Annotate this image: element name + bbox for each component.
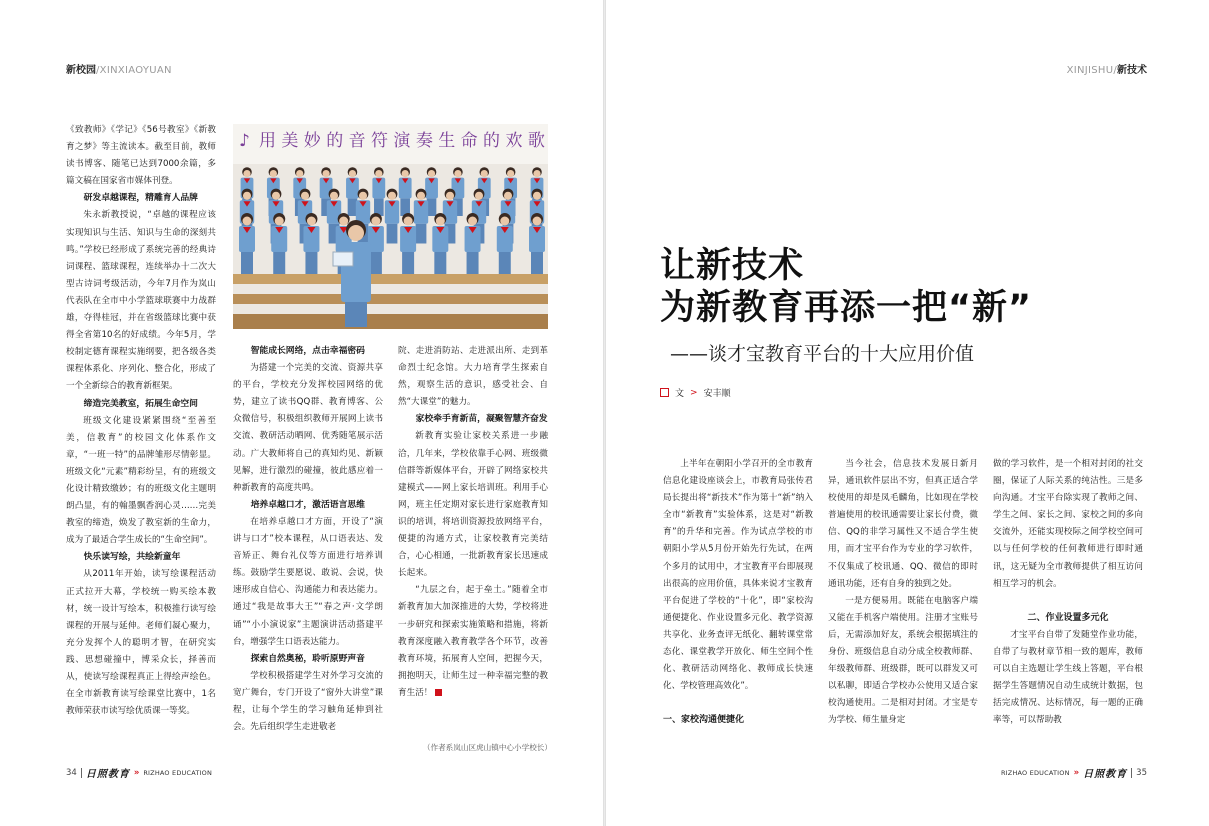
text-column-3 [398,343,548,702]
paragraph [233,360,383,497]
footer-divider [81,768,82,778]
photo-caption: （作者系岚山区虎山镇中心小学校长） [422,743,552,752]
section-heading [398,411,548,428]
text: 院、走进消防站、走进派出所、走到革命烈士纪念馆。大力培育学生探索自然，观察生活的意识，感受社会、自然“大课堂”的魅力。 [398,346,548,408]
paragraph [233,668,383,736]
text: 为搭建一个完美的交流、资源共享的平台，学校充分发挥校园网络的优势，建立了读书QQ群、教育博客、公众微信号，积极组织教师开展网上读书交流、教研活动晒网、优秀随笔展示活动。广大教师将自己的真知灼见、新颖见解，进行激烈的碰撞，彼此感应着一种新教育的高度共鸣。 [233,363,383,493]
text: 一、家校沟通便捷化 [663,715,745,726]
header-sep: / [96,65,100,76]
section-heading [663,712,813,729]
text-column-1 [66,122,216,720]
magazine-name-en: RIZHAO EDUCATION [143,768,213,777]
section-heading [66,549,216,566]
magazine-logo: 日照教育 [85,769,130,780]
section-heading [66,190,216,207]
text: 当今社会，信息技术发展日新月异，通讯软件层出不穷，但真正适合学校使用的却是凤毛麟角，比如现在学校普遍使用的校讯通需要让家长付费，微信、QQ的非学习属性又不适合学生使用，而才宝平台作为专业的学习软件，不仅集成了校讯通、QQ、微信的即时通讯功能，还有自身的独到之处。 [828,459,978,589]
left-running-header [66,61,172,76]
text: 从2011年开始，读写绘课程活动正式拉开大幕，学校统一购买绘本教材，统一设计写绘本，积极推行读写绘课程的开展与延伸。老师们凝心聚力，充分发挥个人的聪明才智，在研究实践、思想碰撞中，博采众长，择善而从，使读写绘课程真正上得绘声绘色。在全市新教育读写绘课堂比赛中，1名教师荣获市读写绘优质课一等奖。 [66,569,216,717]
paragraph [398,582,548,702]
text-column-4 [663,456,813,729]
paragraph [398,343,548,411]
text: 一是方便易用。既能在电脑客户端又能在手机客户端使用。注册才宝账号后，无需添加好友，系统会根据填注的身份、班级信息自动分成全校教师群、年级教师群、班级群，既可以群发又可以私聊，即适合学校办公使用又适合家校沟通使用。二是相对封闭。才宝是专为学校、师生量身定 [828,595,978,726]
paragraph [993,627,1143,730]
byline [660,386,731,399]
text: 家校牵手育新苗，凝聚智慧齐奋发 [415,414,548,425]
section-heading [233,497,383,514]
text-column-5 [828,456,978,730]
paragraph-gap [993,593,1143,610]
section-heading [233,343,383,360]
header-sep-right: / [1113,65,1117,76]
magazine-name-en-right: RIZHAO EDUCATION [1000,768,1070,777]
byline-arrow: > [690,387,698,398]
choir-photo-illustration [233,124,548,329]
text: 智能成长网络，点击幸福密码 [250,346,365,356]
header-section-cn-right: 新技术 [1117,65,1147,76]
text: 探索自然奥秘，聆听原野声音 [250,653,365,664]
text: 《致教师》《学记》《56号教室》《新教育之梦》等主流读本。截至目前，教师读书博客、随笔已达到7000余篇，多篇文稿在国家省市媒体刊登。 [66,125,216,187]
right-running-header [1067,61,1147,76]
logo-arrow-icon: » [133,767,140,778]
byline-label: 文 [675,389,685,399]
text: 二、作业设置多元化 [1027,612,1109,623]
section-heading [993,610,1143,627]
text: 班级文化建设紧紧围绕“至善至美，信教育”的校园文化体系作文章，“一班一特”的品牌雏形尽情彰显。班级文化“元素”精彩纷呈，有的班级文化设计精致缴妙；有的班级文化主题明朗凸显，有的翰墨飘香润心灵……完美教室的缔造，焕发了教室新的生命力，成为了最适合学生成长的“生命空间”。 [66,415,216,546]
left-footer [66,765,212,780]
text: 培养卓越口才，激活语言思维 [250,499,365,510]
header-section-cn: 新校园 [66,65,96,76]
photo-banner-text: 用 美 妙 的 音 符 演 奏 生 命 的 欢 歌 [259,131,545,151]
section-heading [66,396,216,413]
page-number-left: 34 [66,767,77,778]
right-footer [1001,765,1147,780]
magazine-logo-right: 日照教育 [1083,769,1128,780]
choir-photo [233,124,548,329]
page-number-right: 35 [1136,767,1147,778]
paragraph [993,456,1143,593]
square-bullet-icon [660,388,669,397]
text: 朱永新教授说，“卓越的课程应该实现知识与生活、知识与生命的深刻共鸣。”学校已经形成了系统完善的经典诗词课程、篮球课程，连续举办十二次大型古诗词考级活动，今年7月作为岚山代表队在全市中小学篮球联赛中力战群雄，夺得桂冠，并在省级篮球比赛中获得全省第10名的好成绩。今年5月，学校制定德育课程实施纲要，把各级各类课程体系化、序列化、整合化，形成了一个全新综合的教育新框架。 [66,210,216,392]
text: “九层之台，起于垒土。”随着全市新教育加大加深推进的大势，学校将进一步研究和探索实施策略和措施，将新教育深度融入教育教学各个环节，改善教育环境，拓展育人空间，把握今天，拥抱明天，让师生过一种幸福完整的教育生活！ [398,585,548,698]
text: 快乐读写绘，共绘新童年 [83,552,181,563]
logo-arrow-icon-right: » [1073,767,1080,778]
paragraph [398,428,548,582]
article-subtitle: ——谈才宝教育平台的十大应用价值 [670,343,975,365]
paragraph [66,566,216,720]
text: 学校积极搭建学生对外学习交流的宽广舞台，专门开设了“窗外大讲堂”课程，让每个学生的学习触角延伸到社会。先后组织学生走进敬老 [233,670,383,733]
article-title-line2: 为新教育再添一把“新” [660,288,1033,328]
footer-divider-right [1131,768,1132,778]
paragraph [233,514,383,651]
paragraph [828,593,978,730]
paragraph [66,122,216,190]
text: 新教育实验让家校关系进一步融洽，几年来，学校依靠手心网、班级微信群等新媒体平台，开辟了网络家校共建模式——网上家长培训班。利用手心网，班主任定期对家长进行家庭教育知识的培训，将培训资源投放网络平台，便捷的沟通方式，让家校教育完美结合，心心相通，一批新教育家长迅速成长起来。 [398,431,548,579]
text: 才宝平台自带了发随堂作业功能，自带了与教材章节相一致的题库，教师可以自主选题让学生线上答题，平台根据学生答题情况自动生成统计数据，包括完成情况、达标情况，每一题的正确率等，可以帮助教 [993,629,1143,726]
header-section-en: XINXIAOYUAN [99,65,172,76]
text: 研发卓越课程，精雕育人品牌 [83,193,198,204]
paragraph [66,207,216,395]
section-heading [233,651,383,668]
paragraph [828,456,978,593]
page-gutter [603,0,606,826]
text-column-6 [993,456,1143,729]
svg-text:♪: ♪ [239,131,250,151]
paragraph-gap [663,695,813,712]
paragraph [66,413,216,550]
paragraph [663,456,813,695]
text-column-2 [233,343,383,736]
article-title-line1: 让新技术 [660,246,805,286]
article-end-mark [435,689,442,696]
byline-author: 安丰顺 [703,389,731,399]
header-section-en-right: XINJISHU [1066,65,1114,76]
text: 上半年在朝阳小学召开的全市教育信息化建设座谈会上，市教育局张传君局长提出将“新技术”作为第十“新”纳入全市“新教育”实验体系，这是对“新教育”的升华和完善。作为试点学校的市朝阳小学从5月份开始先行先试，在两个多月的试用中，才宝教育平台即展现出很高的应用价值，具体来说才宝教育平台促进了学校的“十化”，即“家校沟通便捷化、作业设置多元化、教学资源共享化、业务查评无纸化、翻转课堂常态化、课堂教学开放化、师生空间个性化、教研活动网络化、教师成长快速化、学校管理高效化”。 [663,459,813,692]
text: 在培养卓越口才方面，开设了“演讲与口才”校本课程，从口语表达、发音矫正、舞台礼仪等方面进行培养训练。鼓励学生要愿说、敢说、会说，快速形成自信心、沟通能力和表达能力。通过“我是故事大王”“春之声·文学朗诵”“小小演说家”主题演讲活动搭建平台，增强学生口语表达能力。 [233,516,383,647]
text: 做的学习软件，是一个相对封闭的社交圈，保证了人际关系的纯洁性。三是多向沟通。才宝平台除实现了教师之间、学生之间、家长之间、家校之间的多向交流外，还能实现校际之间学校空间可以与任何学校的任何教师进行即时通讯，这无疑为全市教师提供了相互访问相互学习的机会。 [993,459,1143,589]
text: 缔造完美教室，拓展生命空间 [83,398,198,409]
